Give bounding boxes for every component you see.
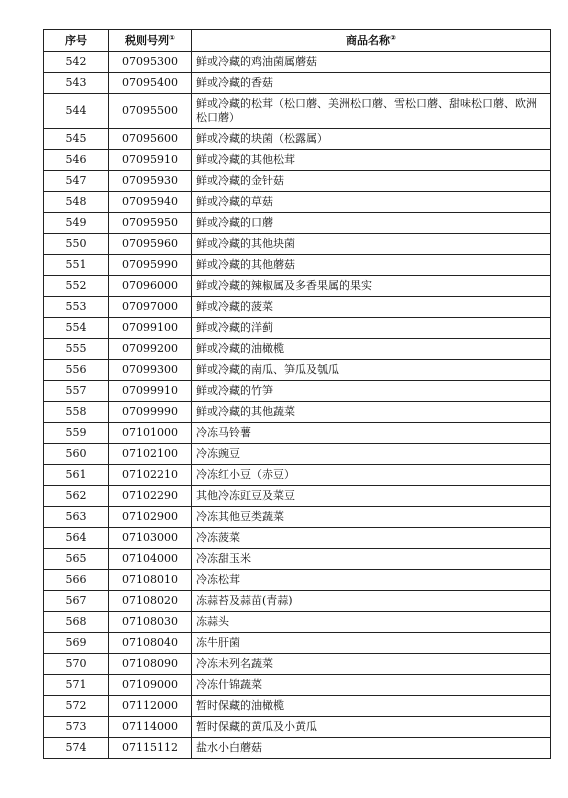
product-name-cell: 冷冻豌豆 bbox=[192, 444, 551, 465]
tariff-code-cell: 07101000 bbox=[109, 423, 192, 444]
serial-no-cell: 545 bbox=[44, 129, 109, 150]
tariff-code-cell: 07108020 bbox=[109, 591, 192, 612]
tariff-code-cell: 07108040 bbox=[109, 633, 192, 654]
product-name-cell: 鲜或冷藏的口蘑 bbox=[192, 213, 551, 234]
tariff-code-cell: 07108090 bbox=[109, 654, 192, 675]
tariff-code-cell: 07095990 bbox=[109, 255, 192, 276]
product-name-cell: 鲜或冷藏的辣椒属及多香果属的果实 bbox=[192, 276, 551, 297]
table-row bbox=[44, 234, 551, 255]
table-row bbox=[44, 570, 551, 591]
serial-no-cell: 558 bbox=[44, 402, 109, 423]
product-name-cell: 冻蒜苔及蒜苗(青蒜) bbox=[192, 591, 551, 612]
serial-no-cell: 572 bbox=[44, 696, 109, 717]
tariff-code-cell: 07108010 bbox=[109, 570, 192, 591]
serial-no-cell: 563 bbox=[44, 507, 109, 528]
tariff-code-cell: 07095950 bbox=[109, 213, 192, 234]
serial-no-cell: 548 bbox=[44, 192, 109, 213]
product-name-cell: 暂时保藏的黄瓜及小黄瓜 bbox=[192, 717, 551, 738]
product-name-cell: 冷冻甜玉米 bbox=[192, 549, 551, 570]
product-name-cell: 冻蒜头 bbox=[192, 612, 551, 633]
serial-no-cell: 553 bbox=[44, 297, 109, 318]
tariff-code-cell: 07102900 bbox=[109, 507, 192, 528]
serial-no-cell: 571 bbox=[44, 675, 109, 696]
serial-no-cell: 550 bbox=[44, 234, 109, 255]
header-tariff-code-label: 税则号列 bbox=[125, 33, 170, 47]
table-row bbox=[44, 423, 551, 444]
product-name-cell: 冷冻马铃薯 bbox=[192, 423, 551, 444]
serial-no-cell: 543 bbox=[44, 73, 109, 94]
product-name-cell: 冷冻松茸 bbox=[192, 570, 551, 591]
table-row bbox=[44, 213, 551, 234]
table-row bbox=[44, 717, 551, 738]
product-name-cell: 冷冻菠菜 bbox=[192, 528, 551, 549]
product-name-cell: 鲜或冷藏的其他蔬菜 bbox=[192, 402, 551, 423]
tariff-code-cell: 07103000 bbox=[109, 528, 192, 549]
table-row bbox=[44, 507, 551, 528]
serial-no-cell: 568 bbox=[44, 612, 109, 633]
tariff-code-cell: 07099200 bbox=[109, 339, 192, 360]
product-name-cell: 冻牛肝菌 bbox=[192, 633, 551, 654]
serial-no-cell: 547 bbox=[44, 171, 109, 192]
serial-no-cell: 560 bbox=[44, 444, 109, 465]
header-product-name bbox=[192, 30, 551, 52]
tariff-code-cell: 07095930 bbox=[109, 171, 192, 192]
table-row bbox=[44, 402, 551, 423]
table-row bbox=[44, 465, 551, 486]
product-name-cell: 盐水小白蘑菇 bbox=[192, 738, 551, 759]
table-body bbox=[44, 52, 551, 759]
table-row bbox=[44, 297, 551, 318]
product-name-cell: 冷冻其他豆类蔬菜 bbox=[192, 507, 551, 528]
table-row bbox=[44, 339, 551, 360]
serial-no-cell: 562 bbox=[44, 486, 109, 507]
table-row bbox=[44, 73, 551, 94]
product-name-cell: 冷冻什锦蔬菜 bbox=[192, 675, 551, 696]
table-row bbox=[44, 591, 551, 612]
tariff-code-cell: 07104000 bbox=[109, 549, 192, 570]
tariff-code-cell: 07095910 bbox=[109, 150, 192, 171]
product-name-cell: 冷冻未列名蔬菜 bbox=[192, 654, 551, 675]
table-row bbox=[44, 444, 551, 465]
tariff-table bbox=[43, 29, 551, 759]
tariff-code-cell: 07102290 bbox=[109, 486, 192, 507]
serial-no-cell: 544 bbox=[44, 94, 109, 129]
tariff-code-cell: 07114000 bbox=[109, 717, 192, 738]
serial-no-cell: 564 bbox=[44, 528, 109, 549]
tariff-code-cell: 07095960 bbox=[109, 234, 192, 255]
product-name-cell: 其他冷冻豇豆及菜豆 bbox=[192, 486, 551, 507]
serial-no-cell: 555 bbox=[44, 339, 109, 360]
table-row bbox=[44, 192, 551, 213]
product-name-cell: 鲜或冷藏的南瓜、笋瓜及瓠瓜 bbox=[192, 360, 551, 381]
tariff-code-cell: 07099100 bbox=[109, 318, 192, 339]
tariff-code-cell: 07109000 bbox=[109, 675, 192, 696]
product-name-cell: 鲜或冷藏的竹笋 bbox=[192, 381, 551, 402]
tariff-code-cell: 07115112 bbox=[109, 738, 192, 759]
serial-no-cell: 552 bbox=[44, 276, 109, 297]
tariff-code-cell: 07108030 bbox=[109, 612, 192, 633]
table-row bbox=[44, 738, 551, 759]
footnote-marker-1: ① bbox=[169, 33, 175, 42]
tariff-code-cell: 07096000 bbox=[109, 276, 192, 297]
table-row bbox=[44, 360, 551, 381]
serial-no-cell: 546 bbox=[44, 150, 109, 171]
table-row bbox=[44, 486, 551, 507]
tariff-code-cell: 07099910 bbox=[109, 381, 192, 402]
tariff-code-cell: 07095300 bbox=[109, 52, 192, 73]
table-row bbox=[44, 171, 551, 192]
tariff-code-cell: 07097000 bbox=[109, 297, 192, 318]
product-name-cell: 鲜或冷藏的松茸（松口蘑、美洲松口蘑、雪松口蘑、甜味松口蘑、欧洲松口蘑） bbox=[192, 94, 551, 129]
product-name-cell: 冷冻红小豆（赤豆） bbox=[192, 465, 551, 486]
table-row bbox=[44, 150, 551, 171]
tariff-code-cell: 07102100 bbox=[109, 444, 192, 465]
table-row bbox=[44, 381, 551, 402]
tariff-code-cell: 07095400 bbox=[109, 73, 192, 94]
table-row bbox=[44, 52, 551, 73]
tariff-code-cell: 07095940 bbox=[109, 192, 192, 213]
table-row bbox=[44, 633, 551, 654]
table-row bbox=[44, 255, 551, 276]
header-tariff-code bbox=[109, 30, 192, 52]
product-name-cell: 鲜或冷藏的其他蘑菇 bbox=[192, 255, 551, 276]
tariff-code-cell: 07099300 bbox=[109, 360, 192, 381]
serial-no-cell: 573 bbox=[44, 717, 109, 738]
tariff-code-cell: 07095600 bbox=[109, 129, 192, 150]
header-serial-no-label: 序号 bbox=[65, 33, 87, 47]
serial-no-cell: 551 bbox=[44, 255, 109, 276]
product-name-cell: 鲜或冷藏的其他松茸 bbox=[192, 150, 551, 171]
product-name-cell: 鲜或冷藏的其他块菌 bbox=[192, 234, 551, 255]
table-row bbox=[44, 549, 551, 570]
product-name-cell: 鲜或冷藏的油橄榄 bbox=[192, 339, 551, 360]
table-row bbox=[44, 94, 551, 129]
product-name-cell: 鲜或冷藏的块菌（松露属） bbox=[192, 129, 551, 150]
serial-no-cell: 569 bbox=[44, 633, 109, 654]
product-name-cell: 鲜或冷藏的草菇 bbox=[192, 192, 551, 213]
serial-no-cell: 561 bbox=[44, 465, 109, 486]
serial-no-cell: 567 bbox=[44, 591, 109, 612]
serial-no-cell: 554 bbox=[44, 318, 109, 339]
product-name-cell: 鲜或冷藏的鸡油菌属蘑菇 bbox=[192, 52, 551, 73]
serial-no-cell: 549 bbox=[44, 213, 109, 234]
table-row bbox=[44, 654, 551, 675]
table-row bbox=[44, 129, 551, 150]
tariff-code-cell: 07112000 bbox=[109, 696, 192, 717]
serial-no-cell: 542 bbox=[44, 52, 109, 73]
product-name-cell: 暂时保藏的油橄榄 bbox=[192, 696, 551, 717]
tariff-code-cell: 07102210 bbox=[109, 465, 192, 486]
table-row bbox=[44, 276, 551, 297]
header-serial-no bbox=[44, 30, 109, 52]
serial-no-cell: 570 bbox=[44, 654, 109, 675]
footnote-marker-2: ② bbox=[390, 33, 396, 42]
table-row bbox=[44, 696, 551, 717]
table-row bbox=[44, 612, 551, 633]
tariff-code-cell: 07099990 bbox=[109, 402, 192, 423]
table-row bbox=[44, 675, 551, 696]
table-header-row bbox=[44, 30, 551, 52]
serial-no-cell: 557 bbox=[44, 381, 109, 402]
serial-no-cell: 556 bbox=[44, 360, 109, 381]
table-row bbox=[44, 528, 551, 549]
serial-no-cell: 565 bbox=[44, 549, 109, 570]
tariff-code-cell: 07095500 bbox=[109, 94, 192, 129]
serial-no-cell: 574 bbox=[44, 738, 109, 759]
product-name-cell: 鲜或冷藏的香菇 bbox=[192, 73, 551, 94]
table-row bbox=[44, 318, 551, 339]
product-name-cell: 鲜或冷藏的菠菜 bbox=[192, 297, 551, 318]
header-product-name-label: 商品名称 bbox=[346, 33, 391, 47]
serial-no-cell: 566 bbox=[44, 570, 109, 591]
product-name-cell: 鲜或冷藏的金针菇 bbox=[192, 171, 551, 192]
product-name-cell: 鲜或冷藏的洋蓟 bbox=[192, 318, 551, 339]
serial-no-cell: 559 bbox=[44, 423, 109, 444]
